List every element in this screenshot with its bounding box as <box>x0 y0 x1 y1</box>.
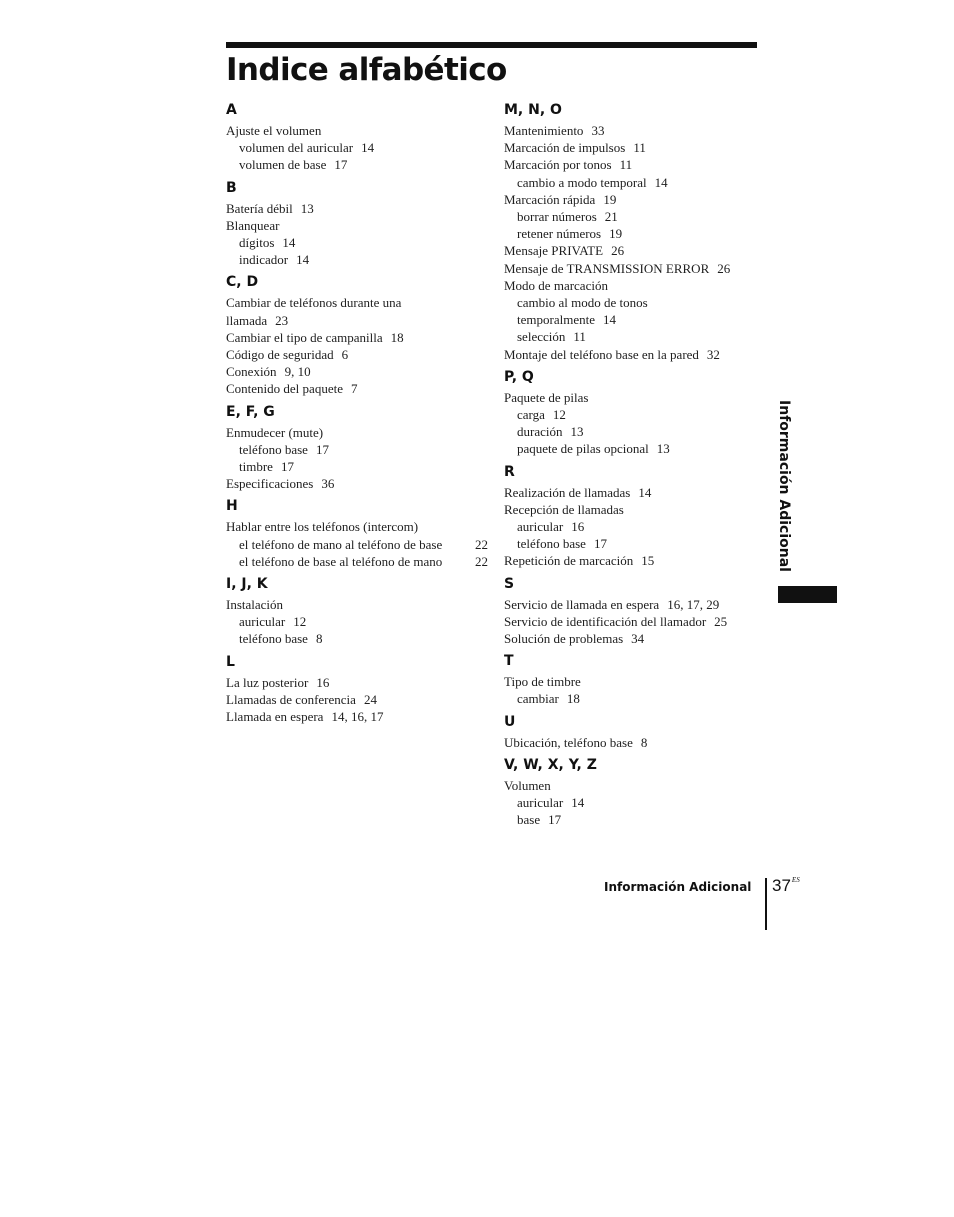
entry-term: volumen del auricular <box>239 140 354 156</box>
index-section-pq <box>504 367 754 458</box>
section-side-tab <box>770 396 798 576</box>
index-entry <box>226 380 488 397</box>
entry-term: Llamadas de conferencia <box>226 691 356 707</box>
index-column-right <box>504 100 754 833</box>
index-subentry <box>226 251 488 268</box>
entry-term: Marcación de impulsos <box>504 140 626 156</box>
entry-pages: 22 <box>475 553 488 569</box>
entry-pages: 17 <box>315 441 329 457</box>
entry-term: Volumen <box>504 777 551 793</box>
entry-pages: 11 <box>573 329 586 345</box>
footer-section-label: Información Adicional <box>604 880 752 894</box>
index-entry <box>226 346 488 363</box>
entry-pages: 21 <box>604 209 618 225</box>
section-heading: H <box>226 498 238 515</box>
entry-pages: 13 <box>300 200 314 216</box>
entry-term: Mantenimiento <box>504 123 584 138</box>
entry-pages: 14 <box>602 312 616 328</box>
entry-pages: 26 <box>717 260 731 276</box>
side-tab-label: Información Adicional <box>776 400 792 572</box>
index-entry <box>504 242 754 259</box>
entry-pages: 17 <box>548 812 562 828</box>
index-entry <box>504 613 754 630</box>
index-entry <box>504 484 754 501</box>
entry-term: Cambiar de teléfonos durante una <box>226 295 402 311</box>
entry-term: dígitos <box>239 235 275 251</box>
entry-term: selección <box>517 329 566 345</box>
entry-pages: 12 <box>293 614 307 630</box>
index-entry <box>226 329 488 346</box>
entry-term: carga <box>517 407 545 423</box>
entry-term: Especificaciones <box>226 476 314 492</box>
index-subentry <box>226 613 488 630</box>
entry-pages: 25 <box>714 613 728 629</box>
entry-term: el teléfono de mano al teléfono de base <box>239 536 443 552</box>
entry-term: Batería débil <box>226 200 293 216</box>
entry-pages: 18 <box>390 329 404 345</box>
index-entry <box>504 122 754 139</box>
entry-term: borrar números <box>517 209 597 225</box>
entry-term: Tipo de timbre <box>504 674 581 690</box>
entry-pages: 14 <box>638 484 652 500</box>
entry-term: Servicio de identificación del llamador <box>504 613 707 629</box>
entry-term: Instalación <box>226 597 284 613</box>
entry-term: cambio a modo temporal <box>517 174 647 190</box>
section-heading: V, W, X, Y, Z <box>504 756 597 773</box>
index-subentry <box>504 174 754 191</box>
entry-pages: 8 <box>315 631 323 647</box>
entry-term: Paquete de pilas <box>504 389 589 405</box>
index-section-b <box>226 178 488 269</box>
entry-term: volumen de base <box>239 157 327 173</box>
index-entry <box>504 260 754 277</box>
entry-pages: 14, 16, 17 <box>331 709 384 725</box>
index-entry <box>226 294 488 311</box>
index-subentry <box>504 440 754 457</box>
entry-term: el teléfono de base al teléfono de mano <box>239 553 443 569</box>
entry-term: base <box>517 812 541 828</box>
entry-term: Cambiar el tipo de campanilla <box>226 329 383 345</box>
entry-pages: 34 <box>631 631 645 647</box>
entry-term: La luz posterior <box>226 674 309 690</box>
section-heading: I, J, K <box>226 576 268 593</box>
index-subentry <box>504 208 754 225</box>
index-entry <box>504 552 754 569</box>
index-entry <box>504 139 754 156</box>
index-entry <box>226 596 488 613</box>
entry-pages: 16, 17, 29 <box>667 596 720 612</box>
index-entry <box>226 424 488 441</box>
section-heading: T <box>504 653 514 670</box>
side-tab-marker <box>778 586 837 603</box>
entry-term: teléfono base <box>239 631 308 647</box>
entry-pages: 14 <box>361 140 375 156</box>
section-heading: M, N, O <box>504 102 562 118</box>
entry-term: cambio al modo de tonos <box>517 295 648 311</box>
entry-pages: 11 <box>633 140 646 156</box>
index-subentry <box>226 234 488 251</box>
index-section-mno <box>504 100 754 363</box>
entry-term: Conexión <box>226 364 277 380</box>
entry-term: Código de seguridad <box>226 347 334 363</box>
entry-pages: 9, 10 <box>284 364 311 380</box>
section-heading: S <box>504 575 515 592</box>
section-heading: L <box>226 653 235 670</box>
entry-pages: 11 <box>619 157 633 173</box>
entry-term: Realización de llamadas <box>504 484 631 500</box>
entry-term: auricular <box>517 795 564 811</box>
entry-pages: 23 <box>275 312 289 328</box>
index-entry <box>504 630 754 647</box>
entry-pages: 13 <box>570 424 584 440</box>
index-entry <box>504 501 754 518</box>
entry-pages: 14 <box>296 252 310 268</box>
index-subentry <box>504 225 754 242</box>
entry-pages: 17 <box>280 459 294 475</box>
index-entry <box>226 363 488 380</box>
index-subentry <box>226 139 488 156</box>
entry-term: temporalmente <box>517 312 595 328</box>
entry-pages: 18 <box>566 691 580 707</box>
index-entry <box>504 596 754 613</box>
entry-pages: 14 <box>282 235 296 251</box>
entry-pages: 19 <box>603 191 617 207</box>
index-subentry <box>504 811 754 828</box>
index-entry <box>226 122 488 139</box>
index-column-left <box>226 100 488 729</box>
index-subentry <box>504 328 754 345</box>
entry-pages: 15 <box>641 553 655 569</box>
index-subentry <box>504 311 754 328</box>
entry-term: Mensaje PRIVATE <box>504 243 604 259</box>
index-subentry <box>226 441 488 458</box>
index-section-efg <box>226 402 488 493</box>
page-number <box>772 876 800 896</box>
index-entry <box>226 691 488 708</box>
entry-term: Ajuste el volumen <box>226 123 322 138</box>
index-entry <box>504 191 754 208</box>
entry-term: auricular <box>239 614 286 630</box>
entry-term: Servicio de llamada en espera <box>504 596 660 612</box>
section-heading: A <box>226 102 237 118</box>
entry-term: retener números <box>517 226 602 242</box>
entry-term: duración <box>517 424 563 440</box>
entry-pages: 8 <box>640 734 648 750</box>
entry-pages: 36 <box>321 476 335 492</box>
index-section-a <box>226 100 488 174</box>
entry-term: indicador <box>239 252 289 268</box>
entry-term: Marcación rápida <box>504 191 596 207</box>
page-language-suffix: ES <box>791 876 800 884</box>
entry-term: Blanquear <box>226 217 280 233</box>
entry-term: Modo de marcación <box>504 277 608 293</box>
index-section-vwxyz <box>504 755 754 829</box>
entry-pages: 26 <box>611 243 625 259</box>
entry-pages: 14 <box>571 795 585 811</box>
entry-term: Mensaje de TRANSMISSION ERROR <box>504 260 710 276</box>
index-subentry <box>504 518 754 535</box>
entry-pages: 13 <box>656 441 670 457</box>
entry-term: teléfono base <box>239 441 308 457</box>
entry-term: Solución de problemas <box>504 631 624 647</box>
index-section-ijk <box>226 574 488 648</box>
index-section-cd <box>226 272 488 397</box>
entry-pages: 33 <box>591 123 605 138</box>
index-subentry <box>504 794 754 811</box>
index-section-s <box>504 574 754 648</box>
index-subentry <box>504 294 754 311</box>
index-entry <box>504 389 754 406</box>
entry-term: Hablar entre los teléfonos (intercom) <box>226 519 419 535</box>
index-section-l <box>226 652 488 726</box>
index-entry <box>504 673 754 690</box>
entry-pages: 22 <box>475 536 488 552</box>
entry-term: teléfono base <box>517 536 586 552</box>
entry-term: Marcación por tonos <box>504 157 612 173</box>
entry-pages: 7 <box>350 381 358 397</box>
page-title: Indice alfabético <box>226 52 507 88</box>
entry-term: Ubicación, teléfono base <box>504 734 633 750</box>
section-heading: R <box>504 463 515 480</box>
index-subentry <box>226 458 488 475</box>
index-section-u <box>504 712 754 751</box>
index-section-r <box>504 462 754 570</box>
index-subentry <box>226 553 488 570</box>
index-entry <box>504 734 754 751</box>
index-subentry <box>226 156 488 173</box>
entry-term: auricular <box>517 519 564 535</box>
index-subentry <box>504 406 754 423</box>
entry-term: Recepción de llamadas <box>504 501 624 517</box>
entry-term: cambiar <box>517 691 559 707</box>
index-subentry <box>226 630 488 647</box>
index-subentry <box>226 536 488 553</box>
index-subentry <box>504 690 754 707</box>
entry-term: Enmudecer (mute) <box>226 424 324 440</box>
entry-term: Montaje del teléfono base en la pared <box>504 346 699 362</box>
index-entry <box>226 475 488 492</box>
entry-pages: 17 <box>593 536 607 552</box>
entry-term: Contenido del paquete <box>226 381 343 397</box>
index-entry <box>504 346 754 363</box>
index-subentry <box>504 423 754 440</box>
entry-pages: 32 <box>706 346 720 362</box>
entry-term: llamada <box>226 312 268 328</box>
index-section-t <box>504 651 754 707</box>
entry-pages: 6 <box>341 347 349 363</box>
index-entry <box>504 777 754 794</box>
entry-pages: 24 <box>363 691 377 707</box>
index-entry <box>226 708 488 725</box>
section-heading: U <box>504 713 516 730</box>
entry-term: Llamada en espera <box>226 709 324 725</box>
index-entry <box>504 277 754 294</box>
index-subentry <box>504 535 754 552</box>
index-entry <box>226 518 488 535</box>
index-entry <box>226 217 488 234</box>
section-heading: C, D <box>226 274 259 291</box>
index-entry <box>226 674 488 691</box>
index-entry <box>504 156 754 173</box>
section-heading: P, Q <box>504 368 534 385</box>
index-section-h <box>226 496 488 570</box>
entry-pages: 12 <box>552 407 566 423</box>
index-entry <box>226 200 488 217</box>
entry-pages: 17 <box>334 157 348 173</box>
entry-term: paquete de pilas opcional <box>517 441 649 457</box>
entry-term: Repetición de marcación <box>504 553 634 569</box>
footer-rule <box>765 878 767 930</box>
entry-term: timbre <box>239 459 273 475</box>
page-number-value: 37 <box>772 876 791 895</box>
entry-pages: 19 <box>609 226 623 242</box>
entry-pages: 16 <box>571 519 585 535</box>
section-heading: B <box>226 179 237 196</box>
index-entry-continued <box>226 312 488 329</box>
entry-pages: 14 <box>654 174 668 190</box>
entry-pages: 16 <box>316 674 330 690</box>
section-heading: E, F, G <box>226 403 275 420</box>
